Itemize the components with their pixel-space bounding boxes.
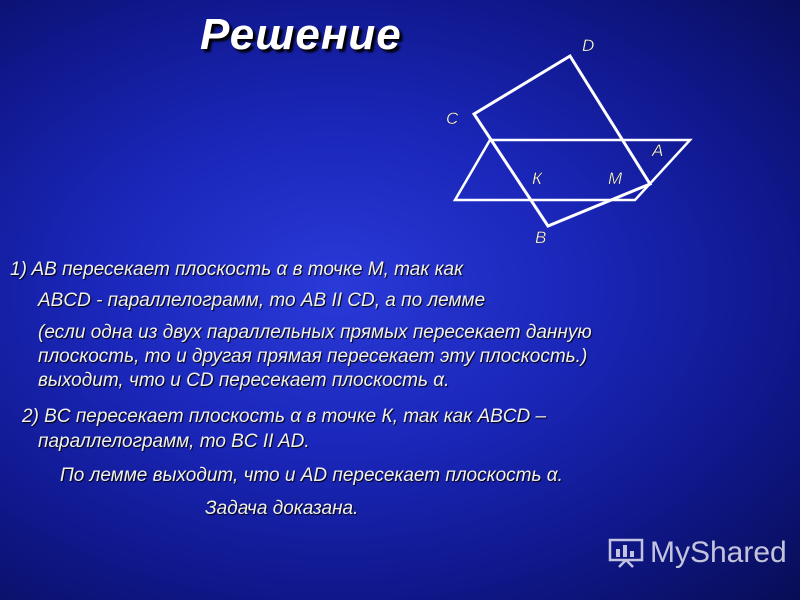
- solution-line-7: параллелограмм, то BC II AD.: [38, 431, 310, 452]
- point-m-label: M: [608, 169, 623, 188]
- solution-line-3: (если одна из двух параллельных прямых пересекает данную: [38, 322, 592, 343]
- solution-line-6: 2) BC пересекает плоскость α в точке К, так как ABCD –: [22, 406, 547, 427]
- point-b-label: B: [535, 228, 547, 247]
- solution-line-9: Задача доказана.: [205, 498, 359, 519]
- point-c-label: C: [446, 109, 459, 128]
- slide-title: Решение: [200, 10, 402, 59]
- solution-line-2: ABCD - параллелограмм, то AB II CD, а по лемме: [38, 290, 486, 311]
- watermark-text: MyShared: [650, 536, 787, 569]
- solution-line-1: 1) AB пересекает плоскость α в точке M, так как: [10, 259, 464, 280]
- solution-line-4: плоскость, то и другая прямая пересекает эту плоскость.): [38, 346, 588, 367]
- watermark: [608, 536, 787, 570]
- point-d-label: D: [582, 36, 595, 55]
- solution-line-8: По лемме выходит, что и AD пересекает плоскость α.: [60, 465, 563, 486]
- point-a-label: A: [652, 141, 664, 160]
- geometry-figure: [0, 0, 800, 260]
- presentation-board-icon: [608, 538, 644, 568]
- solution-line-5: выходит, что и CD пересекает плоскость α.: [38, 370, 450, 391]
- point-k-label: К: [532, 169, 543, 188]
